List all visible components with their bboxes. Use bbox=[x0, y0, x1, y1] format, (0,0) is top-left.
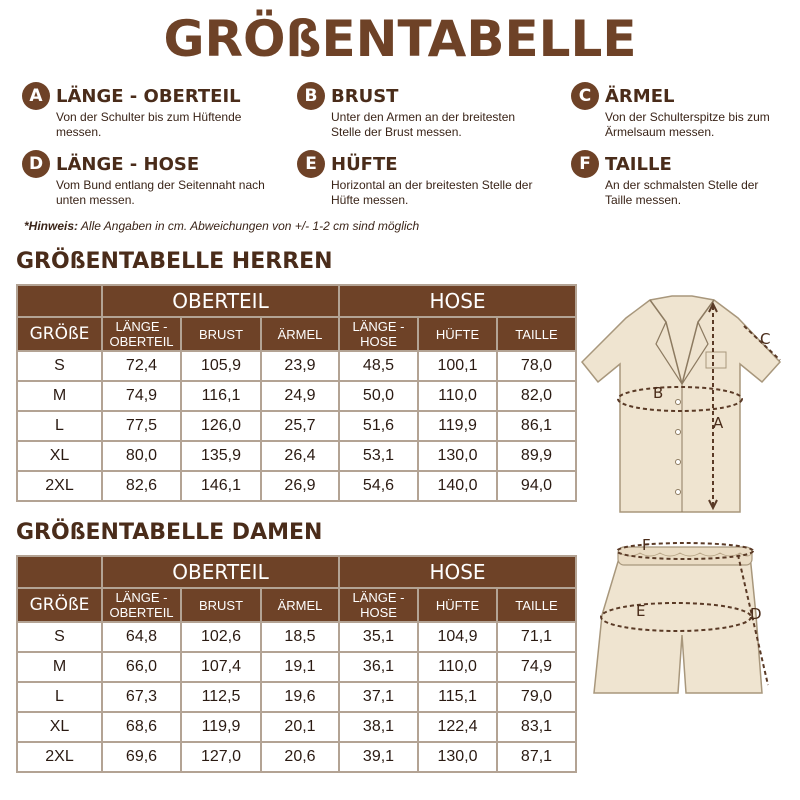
women-size-table bbox=[16, 555, 577, 773]
value-cell: 39,1 bbox=[339, 742, 418, 772]
measure-desc: An der schmalsten Stelle der Taille messen. bbox=[605, 178, 759, 207]
col-header-hip: HÜFTE bbox=[418, 588, 497, 622]
value-cell: 68,6 bbox=[102, 712, 181, 742]
col-header-length-pants: LÄNGE - HOSE bbox=[339, 588, 418, 622]
badge-e: E bbox=[297, 150, 325, 178]
badge-b: B bbox=[297, 82, 325, 110]
table-row bbox=[17, 742, 576, 772]
value-cell: 77,5 bbox=[102, 411, 181, 441]
badge-c: C bbox=[571, 82, 599, 110]
measure-title: HÜFTE bbox=[331, 153, 398, 175]
size-cell: L bbox=[17, 682, 102, 712]
badge-f: F bbox=[571, 150, 599, 178]
label-d: D bbox=[750, 605, 762, 623]
value-cell: 48,5 bbox=[339, 351, 418, 381]
col-header-length-top: LÄNGE - OBERTEIL bbox=[102, 317, 181, 351]
value-cell: 110,0 bbox=[418, 381, 497, 411]
value-cell: 130,0 bbox=[418, 742, 497, 772]
value-cell: 53,1 bbox=[339, 441, 418, 471]
table-row bbox=[17, 652, 576, 682]
value-cell: 37,1 bbox=[339, 682, 418, 712]
table-corner bbox=[17, 285, 102, 317]
group-header-top: OBERTEIL bbox=[102, 556, 339, 588]
value-cell: 82,6 bbox=[102, 471, 181, 501]
table-row bbox=[17, 381, 576, 411]
measure-e bbox=[297, 150, 547, 208]
value-cell: 19,1 bbox=[261, 652, 339, 682]
table-row bbox=[17, 682, 576, 712]
value-cell: 66,0 bbox=[102, 652, 181, 682]
measure-c bbox=[571, 82, 800, 140]
col-header-length-pants: LÄNGE - HOSE bbox=[339, 317, 418, 351]
measure-title: ÄRMEL bbox=[605, 85, 675, 107]
note-text: Alle Angaben in cm. Abweichungen von +/- 1-2 cm sind möglich bbox=[78, 219, 420, 233]
value-cell: 122,4 bbox=[418, 712, 497, 742]
col-header-chest: BRUST bbox=[181, 588, 261, 622]
value-cell: 20,1 bbox=[261, 712, 339, 742]
value-cell: 107,4 bbox=[181, 652, 261, 682]
measure-desc: Horizontal an der breitesten Stelle der Hüfte messen. bbox=[331, 178, 533, 207]
value-cell: 140,0 bbox=[418, 471, 497, 501]
value-cell: 26,9 bbox=[261, 471, 339, 501]
value-cell: 19,6 bbox=[261, 682, 339, 712]
value-cell: 146,1 bbox=[181, 471, 261, 501]
size-cell: L bbox=[17, 411, 102, 441]
col-header-size: GRÖßE bbox=[17, 317, 102, 351]
value-cell: 112,5 bbox=[181, 682, 261, 712]
value-cell: 64,8 bbox=[102, 622, 181, 652]
value-cell: 116,1 bbox=[181, 381, 261, 411]
page-title: GRÖßENTABELLE bbox=[163, 10, 637, 68]
value-cell: 89,9 bbox=[497, 441, 576, 471]
table-corner bbox=[17, 556, 102, 588]
measure-title: LÄNGE - OBERTEIL bbox=[56, 85, 241, 107]
value-cell: 69,6 bbox=[102, 742, 181, 772]
value-cell: 80,0 bbox=[102, 441, 181, 471]
women-section-title: GRÖßENTABELLE DAMEN bbox=[16, 520, 323, 545]
shorts-illustration bbox=[590, 535, 780, 700]
measure-f bbox=[571, 150, 800, 208]
value-cell: 50,0 bbox=[339, 381, 418, 411]
value-cell: 102,6 bbox=[181, 622, 261, 652]
size-cell: S bbox=[17, 351, 102, 381]
value-cell: 35,1 bbox=[339, 622, 418, 652]
table-row bbox=[17, 441, 576, 471]
value-cell: 119,9 bbox=[181, 712, 261, 742]
value-cell: 115,1 bbox=[418, 682, 497, 712]
col-header-waist: TAILLE bbox=[497, 588, 576, 622]
label-f: F bbox=[642, 536, 651, 554]
value-cell: 135,9 bbox=[181, 441, 261, 471]
shirt-illustration bbox=[580, 292, 785, 522]
note-label: *Hinweis: bbox=[24, 219, 79, 233]
value-cell: 24,9 bbox=[261, 381, 339, 411]
value-cell: 127,0 bbox=[181, 742, 261, 772]
value-cell: 51,6 bbox=[339, 411, 418, 441]
measure-title: LÄNGE - HOSE bbox=[56, 153, 200, 175]
value-cell: 20,6 bbox=[261, 742, 339, 772]
col-header-size: GRÖßE bbox=[17, 588, 102, 622]
value-cell: 119,9 bbox=[418, 411, 497, 441]
badge-a: A bbox=[22, 82, 50, 110]
value-cell: 38,1 bbox=[339, 712, 418, 742]
measure-desc: Unter den Armen an der breitesten Stelle der Brust messen. bbox=[331, 110, 516, 139]
measure-title: BRUST bbox=[331, 85, 399, 107]
size-cell: XL bbox=[17, 712, 102, 742]
label-e: E bbox=[636, 602, 646, 620]
value-cell: 78,0 bbox=[497, 351, 576, 381]
size-cell: S bbox=[17, 622, 102, 652]
value-cell: 86,1 bbox=[497, 411, 576, 441]
size-cell: XL bbox=[17, 441, 102, 471]
value-cell: 94,0 bbox=[497, 471, 576, 501]
group-header-pants: HOSE bbox=[339, 285, 576, 317]
col-header-hip: HÜFTE bbox=[418, 317, 497, 351]
size-cell: 2XL bbox=[17, 742, 102, 772]
group-header-pants: HOSE bbox=[339, 556, 576, 588]
measure-desc: Vom Bund entlang der Seitennaht nach unten messen. bbox=[56, 178, 265, 207]
measure-desc: Von der Schulter bis zum Hüftende messen. bbox=[56, 110, 242, 139]
measure-d bbox=[22, 150, 272, 208]
table-row bbox=[17, 411, 576, 441]
value-cell: 130,0 bbox=[418, 441, 497, 471]
value-cell: 74,9 bbox=[102, 381, 181, 411]
men-section-title: GRÖßENTABELLE HERREN bbox=[16, 249, 333, 274]
value-cell: 110,0 bbox=[418, 652, 497, 682]
table-row bbox=[17, 351, 576, 381]
measure-desc: Von der Schulterspitze bis zum Ärmelsaum messen. bbox=[605, 110, 770, 139]
value-cell: 82,0 bbox=[497, 381, 576, 411]
label-c: C bbox=[760, 330, 771, 348]
value-cell: 79,0 bbox=[497, 682, 576, 712]
table-row bbox=[17, 471, 576, 501]
table-row bbox=[17, 622, 576, 652]
col-header-waist: TAILLE bbox=[497, 317, 576, 351]
table-row bbox=[17, 712, 576, 742]
men-size-table bbox=[16, 284, 577, 502]
size-cell: 2XL bbox=[17, 471, 102, 501]
value-cell: 104,9 bbox=[418, 622, 497, 652]
label-b: B bbox=[653, 384, 664, 402]
badge-d: D bbox=[22, 150, 50, 178]
group-header-top: OBERTEIL bbox=[102, 285, 339, 317]
size-cell: M bbox=[17, 652, 102, 682]
value-cell: 72,4 bbox=[102, 351, 181, 381]
note bbox=[24, 219, 419, 233]
value-cell: 36,1 bbox=[339, 652, 418, 682]
value-cell: 71,1 bbox=[497, 622, 576, 652]
value-cell: 74,9 bbox=[497, 652, 576, 682]
value-cell: 83,1 bbox=[497, 712, 576, 742]
size-cell: M bbox=[17, 381, 102, 411]
value-cell: 26,4 bbox=[261, 441, 339, 471]
col-header-chest: BRUST bbox=[181, 317, 261, 351]
value-cell: 126,0 bbox=[181, 411, 261, 441]
col-header-length-top: LÄNGE - OBERTEIL bbox=[102, 588, 181, 622]
measure-a bbox=[22, 82, 272, 140]
value-cell: 23,9 bbox=[261, 351, 339, 381]
value-cell: 25,7 bbox=[261, 411, 339, 441]
value-cell: 105,9 bbox=[181, 351, 261, 381]
measure-title: TAILLE bbox=[605, 153, 672, 175]
col-header-sleeve: ÄRMEL bbox=[261, 588, 339, 622]
col-header-sleeve: ÄRMEL bbox=[261, 317, 339, 351]
value-cell: 100,1 bbox=[418, 351, 497, 381]
value-cell: 18,5 bbox=[261, 622, 339, 652]
value-cell: 87,1 bbox=[497, 742, 576, 772]
measure-b bbox=[297, 82, 547, 140]
value-cell: 54,6 bbox=[339, 471, 418, 501]
value-cell: 67,3 bbox=[102, 682, 181, 712]
label-a: A bbox=[713, 414, 724, 432]
